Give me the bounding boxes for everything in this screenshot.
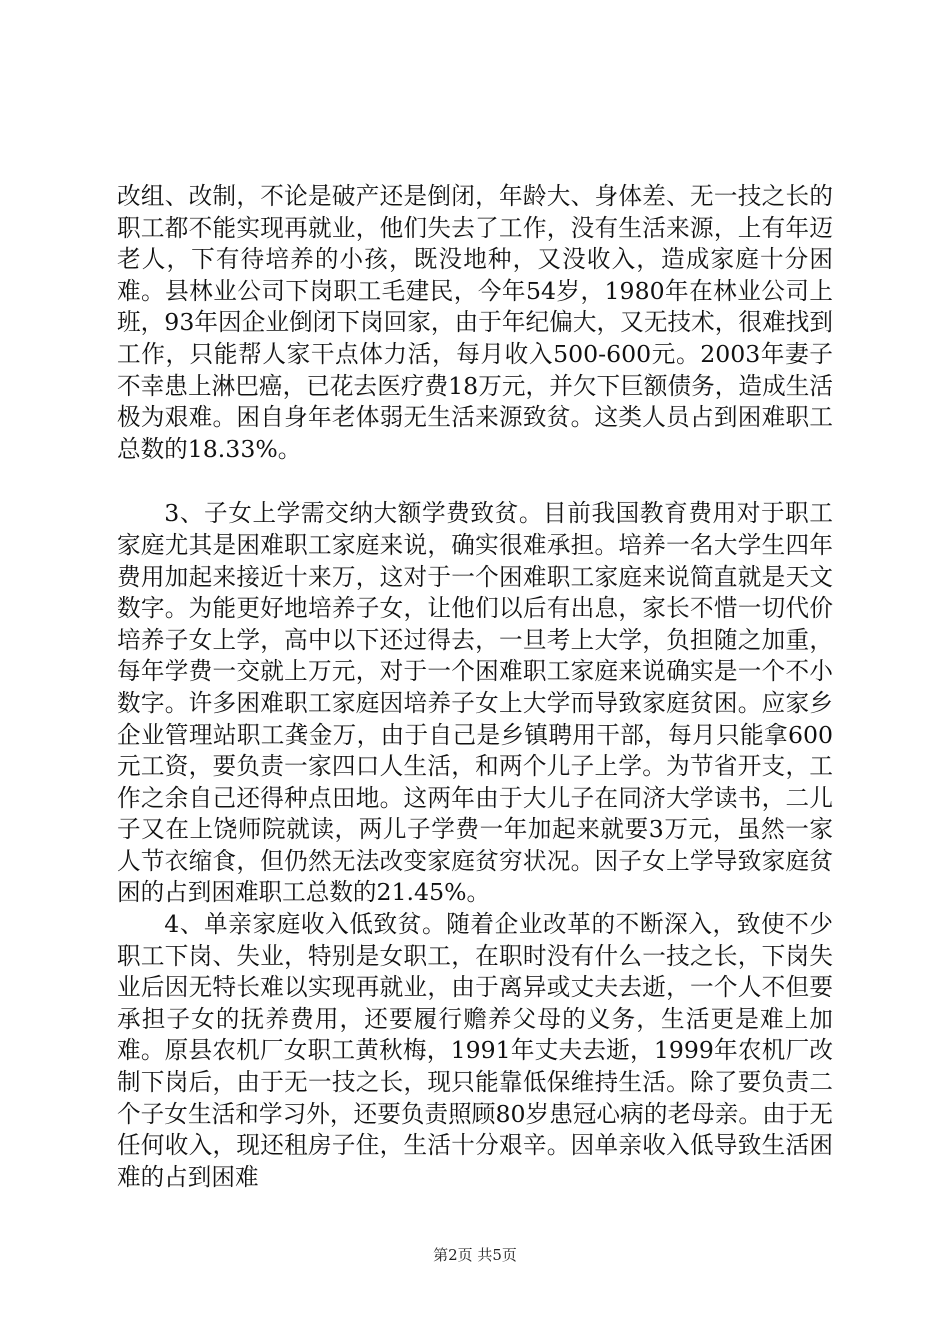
page-footer: 第2页 共5页: [433, 1246, 517, 1264]
document-body: [117, 181, 833, 1193]
paragraph-3: 4、单亲家庭收入低致贫。随着企业改革的不断深入，致使不少职工下岗、失业，特别是女职工，在职时没有什么一技之长，下岗失业后因无特长难以实现再就业，由于离异或丈夫去逝，一个人不但要承担子女的抚养费用，还要履行赡养父母的义务，生活更是难上加难。原县农机厂女职工黄秋梅，1991年丈夫去逝，1999年农机厂改制下岗后，由于无一技之长，现只能靠低保维持生活。除了要负责二个子女生活和学习外，还要负责照顾80岁患冠心病的老母亲。由于无任何收入，现还租房子住，生活十分艰辛。因单亲收入低导致生活困难的占到困难: [117, 910, 833, 1191]
paragraph-1: 改组、改制，不论是破产还是倒闭，年龄大、身体差、无一技之长的职工都不能实现再就业，他们失去了工作，没有生活来源，上有年迈老人，下有待培养的小孩，既没地种，又没收入，造成家庭十分困难。县林业公司下岗职工毛建民，今年54岁，1980年在林业公司上班，93年因企业倒闭下岗回家，由于年纪偏大，又无技术，很难找到工作，只能帮人家干点体力活，每月收入500-600元。2003年妻子不幸患上淋巴癌，已花去医疗费18万元，并欠下巨额债务，造成生活极为艰难。困自身年老体弱无生活来源致贫。这类人员占到困难职工总数的18.33%。: [117, 182, 833, 463]
paragraph-gap: [117, 465, 833, 498]
paragraph-2: 3、子女上学需交纳大额学费致贫。目前我国教育费用对于职工家庭尤其是困难职工家庭来说，确实很难承担。培养一名大学生四年费用加起来接近十来万，这对于一个困难职工家庭来说简直就是天文数字。为能更好地培养子女，让他们以后有出息，家长不惜一切代价培养子女上学，高中以下还过得去，一旦考上大学，负担随之加重，每年学费一交就上万元，对于一个困难职工家庭来说确实是一个不小数字。许多困难职工家庭因培养子女上大学而导致家庭贫困。应家乡企业管理站职工龚金万，由于自己是乡镇聘用干部，每月只能拿600元工资，要负责一家四口人生活，和两个儿子上学。为节省开支，工作之余自己还得种点田地。这两年由于大儿子在同济大学读书，二儿子又在上饶师院就读，两儿子学费一年加起来就要3万元，虽然一家人节衣缩食，但仍然无法改变家庭贫穷状况。因子女上学导致家庭贫困的占到困难职工总数的21.45%。: [117, 499, 833, 907]
